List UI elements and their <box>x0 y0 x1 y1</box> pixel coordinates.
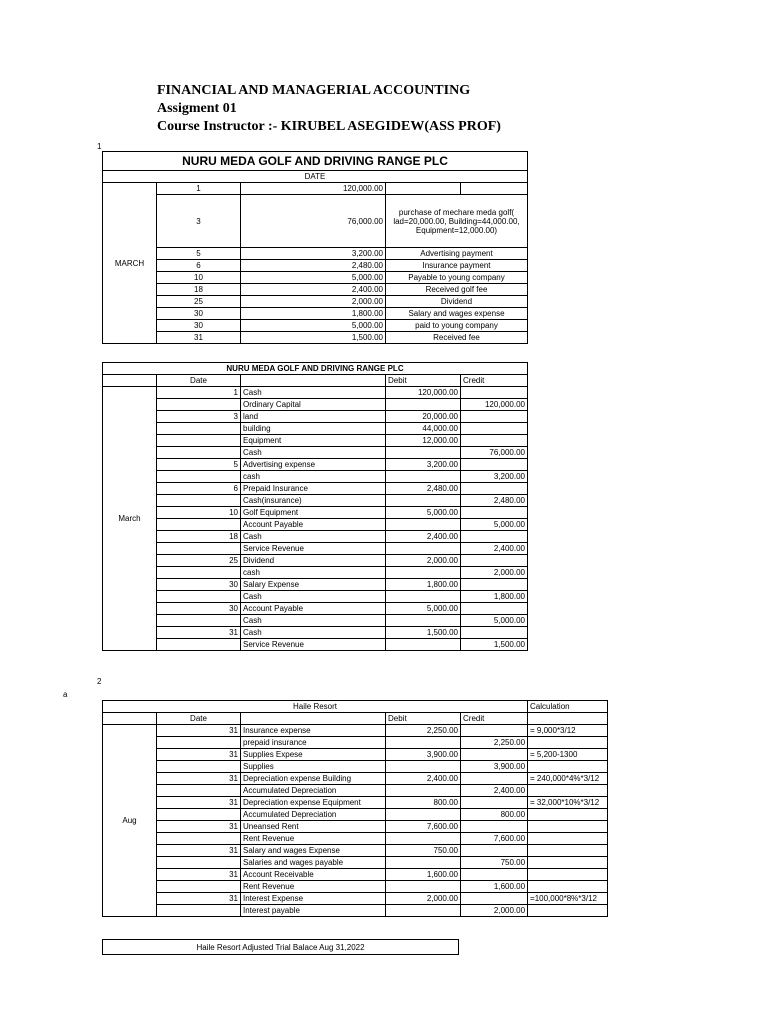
calculation-cell <box>528 761 608 773</box>
day-cell <box>157 435 241 447</box>
debit-cell <box>386 833 461 845</box>
amount-cell: 2,400.00 <box>241 284 386 296</box>
day-cell: 1 <box>157 183 241 195</box>
account-cell: Depreciation expense Equipment <box>241 797 386 809</box>
table-row <box>103 260 528 272</box>
account-cell: cash <box>241 567 386 579</box>
table-row <box>103 773 608 785</box>
adjusting-table-title: Haile Resort <box>103 701 528 713</box>
day-cell <box>157 447 241 459</box>
day-cell <box>157 423 241 435</box>
amount-cell: 120,000.00 <box>241 183 386 195</box>
account-cell: Cash <box>241 591 386 603</box>
debit-cell: 800.00 <box>386 797 461 809</box>
credit-cell <box>461 555 528 567</box>
table-row <box>103 725 608 737</box>
credit-cell: 5,000.00 <box>461 615 528 627</box>
account-cell: Interest payable <box>241 905 386 917</box>
debit-cell: 1,500.00 <box>386 627 461 639</box>
table-row <box>103 737 608 749</box>
debit-cell <box>386 809 461 821</box>
debit-cell: 2,480.00 <box>386 483 461 495</box>
table-row <box>103 531 528 543</box>
account-cell: Cash(insurance) <box>241 495 386 507</box>
debit-cell <box>386 591 461 603</box>
debit-cell <box>386 785 461 797</box>
table-row <box>103 483 528 495</box>
table-row <box>103 423 528 435</box>
debit-cell <box>386 471 461 483</box>
day-cell: 31 <box>157 869 241 881</box>
debit-cell: 3,900.00 <box>386 749 461 761</box>
journal-date-header: Date <box>157 375 241 387</box>
day-cell: 31 <box>157 332 241 344</box>
table-row <box>103 248 528 260</box>
amount-cell: 5,000.00 <box>241 320 386 332</box>
day-cell <box>157 471 241 483</box>
day-cell <box>157 833 241 845</box>
credit-cell <box>461 845 528 857</box>
day-cell: 3 <box>157 195 241 248</box>
day-cell <box>157 737 241 749</box>
month-label: March <box>103 387 157 651</box>
account-cell: Supplies Expese <box>241 749 386 761</box>
account-cell: land <box>241 411 386 423</box>
credit-cell: 1,500.00 <box>461 639 528 651</box>
account-cell: Rent Revenue <box>241 881 386 893</box>
table-row <box>103 749 608 761</box>
account-cell: Rent Revenue <box>241 833 386 845</box>
table-row <box>103 797 608 809</box>
account-cell: Accumulated Depreciation <box>241 809 386 821</box>
trial-balance-table <box>102 939 459 955</box>
credit-cell <box>461 579 528 591</box>
table-row <box>103 639 528 651</box>
journal-debit-header: Debit <box>386 375 461 387</box>
credit-cell: 2,400.00 <box>461 785 528 797</box>
credit-cell: 750.00 <box>461 857 528 869</box>
day-cell <box>157 881 241 893</box>
table-row <box>103 308 528 320</box>
debit-cell: 2,000.00 <box>386 893 461 905</box>
credit-cell <box>461 387 528 399</box>
credit-cell: 2,250.00 <box>461 737 528 749</box>
day-cell: 30 <box>157 308 241 320</box>
calculation-cell <box>528 809 608 821</box>
credit-cell: 2,400.00 <box>461 543 528 555</box>
table-row <box>103 272 528 284</box>
table-row <box>103 869 608 881</box>
debit-cell: 1,800.00 <box>386 579 461 591</box>
description-cell: Received fee <box>386 332 528 344</box>
amount-cell: 5,000.00 <box>241 272 386 284</box>
journal-credit-header: Credit <box>461 375 528 387</box>
calculation-cell: = 9,000*3/12 <box>528 725 608 737</box>
amount-cell: 76,000.00 <box>241 195 386 248</box>
debit-cell: 2,400.00 <box>386 773 461 785</box>
transactions-table-title: NURU MEDA GOLF AND DRIVING RANGE PLC <box>103 152 528 171</box>
table-row <box>103 761 608 773</box>
instructor-label: Course Instructor :- KIRUBEL ASEGIDEW(ASS PROF) <box>157 119 501 134</box>
table-row <box>103 399 528 411</box>
day-cell: 30 <box>157 320 241 332</box>
calculation-cell <box>528 857 608 869</box>
table-row <box>103 195 528 248</box>
credit-cell: 3,200.00 <box>461 471 528 483</box>
credit-cell: 5,000.00 <box>461 519 528 531</box>
account-cell: Dividend <box>241 555 386 567</box>
debit-cell <box>386 567 461 579</box>
day-cell: 18 <box>157 284 241 296</box>
day-cell <box>157 543 241 555</box>
account-cell: Interest Expense <box>241 893 386 905</box>
amount-cell: 2,480.00 <box>241 260 386 272</box>
day-cell <box>157 905 241 917</box>
account-cell: Prepaid Insurance <box>241 483 386 495</box>
table-row <box>103 809 608 821</box>
credit-cell: 2,480.00 <box>461 495 528 507</box>
assignment-label: Assigment 01 <box>157 101 237 116</box>
debit-cell: 12,000.00 <box>386 435 461 447</box>
day-cell <box>157 495 241 507</box>
day-cell <box>157 399 241 411</box>
trial-balance-title: Haile Resort Adjusted Trial Balace Aug 31,2022 <box>103 940 459 955</box>
account-cell: Salaries and wages payable <box>241 857 386 869</box>
day-cell: 5 <box>157 459 241 471</box>
credit-cell <box>461 411 528 423</box>
day-cell: 31 <box>157 845 241 857</box>
description-cell: Payable to young company <box>386 272 528 284</box>
table-row <box>103 332 528 344</box>
account-cell: prepaid insurance <box>241 737 386 749</box>
calculation-cell <box>528 869 608 881</box>
table-row <box>103 543 528 555</box>
table-row <box>103 627 528 639</box>
day-cell: 10 <box>157 272 241 284</box>
day-cell <box>157 785 241 797</box>
credit-cell <box>461 797 528 809</box>
debit-cell: 7,600.00 <box>386 821 461 833</box>
day-cell: 18 <box>157 531 241 543</box>
day-cell: 31 <box>157 627 241 639</box>
credit-cell <box>461 435 528 447</box>
day-cell <box>157 857 241 869</box>
account-cell: Equipment <box>241 435 386 447</box>
table-row <box>103 411 528 423</box>
account-cell: Account Payable <box>241 519 386 531</box>
account-cell: Uneansed Rent <box>241 821 386 833</box>
credit-cell: 120,000.00 <box>461 399 528 411</box>
debit-cell: 2,400.00 <box>386 531 461 543</box>
table-row <box>103 555 528 567</box>
day-cell <box>157 809 241 821</box>
account-cell: Account Payable <box>241 603 386 615</box>
table-row <box>103 495 528 507</box>
transactions-date-header: DATE <box>103 171 528 183</box>
account-cell: Insurance expense <box>241 725 386 737</box>
day-cell: 31 <box>157 821 241 833</box>
day-cell: 6 <box>157 483 241 495</box>
credit-cell <box>461 773 528 785</box>
account-cell: Cash <box>241 531 386 543</box>
day-cell: 30 <box>157 603 241 615</box>
journal-table <box>102 362 528 651</box>
debit-cell: 44,000.00 <box>386 423 461 435</box>
table-row <box>103 320 528 332</box>
account-cell: Cash <box>241 387 386 399</box>
description-cell: Insurance payment <box>386 260 528 272</box>
credit-cell <box>461 483 528 495</box>
description-cell <box>386 183 461 195</box>
table-row <box>103 435 528 447</box>
calculation-cell <box>528 737 608 749</box>
day-cell <box>157 567 241 579</box>
calculation-header: Calculation <box>528 701 608 713</box>
day-cell: 31 <box>157 749 241 761</box>
table-row <box>103 507 528 519</box>
debit-cell: 20,000.00 <box>386 411 461 423</box>
day-cell: 5 <box>157 248 241 260</box>
table-row <box>103 296 528 308</box>
table-row <box>103 567 528 579</box>
course-title: FINANCIAL AND MANAGERIAL ACCOUNTING <box>157 83 471 98</box>
day-cell: 3 <box>157 411 241 423</box>
account-cell: Accumulated Depreciation <box>241 785 386 797</box>
table-row <box>103 447 528 459</box>
credit-cell: 800.00 <box>461 809 528 821</box>
debit-cell: 750.00 <box>386 845 461 857</box>
day-cell <box>157 639 241 651</box>
table-row <box>103 284 528 296</box>
day-cell: 31 <box>157 893 241 905</box>
debit-cell: 5,000.00 <box>386 507 461 519</box>
table-row <box>103 785 608 797</box>
adjusting-date-header: Date <box>157 713 241 725</box>
credit-cell: 1,800.00 <box>461 591 528 603</box>
question-2-marker: 2 <box>97 677 102 686</box>
calculation-cell <box>528 785 608 797</box>
credit-cell: 2,000.00 <box>461 905 528 917</box>
question-a-marker: a <box>63 690 68 699</box>
table-row <box>103 459 528 471</box>
month-label: MARCH <box>103 183 157 344</box>
credit-cell <box>461 507 528 519</box>
debit-cell <box>386 615 461 627</box>
debit-cell <box>386 543 461 555</box>
credit-cell <box>461 627 528 639</box>
credit-cell <box>461 725 528 737</box>
month-label: Aug <box>103 725 157 917</box>
debit-cell <box>386 761 461 773</box>
account-cell: Ordinary Capital <box>241 399 386 411</box>
calculation-cell: =100,000*8%*3/12 <box>528 893 608 905</box>
credit-cell: 1,600.00 <box>461 881 528 893</box>
day-cell: 6 <box>157 260 241 272</box>
table-row <box>103 857 608 869</box>
credit-cell: 7,600.00 <box>461 833 528 845</box>
credit-cell <box>461 603 528 615</box>
description-cell: Dividend <box>386 296 528 308</box>
account-cell: Supplies <box>241 761 386 773</box>
amount-cell: 1,800.00 <box>241 308 386 320</box>
amount-cell: 3,200.00 <box>241 248 386 260</box>
table-row <box>103 579 528 591</box>
description-cell: Advertising payment <box>386 248 528 260</box>
calculation-cell <box>528 881 608 893</box>
debit-cell: 120,000.00 <box>386 387 461 399</box>
calculation-cell: = 5,200-1300 <box>528 749 608 761</box>
description-cell: purchase of mechare meda golf( lad=20,000.00, Building=44,000.00, Equipment=12,000.00) <box>386 195 528 248</box>
table-row <box>103 615 528 627</box>
debit-cell <box>386 905 461 917</box>
calculation-cell <box>528 833 608 845</box>
credit-cell: 3,900.00 <box>461 761 528 773</box>
debit-cell <box>386 857 461 869</box>
description-cell: Received golf fee <box>386 284 528 296</box>
debit-cell: 2,250.00 <box>386 725 461 737</box>
account-cell: Service Revenue <box>241 639 386 651</box>
transactions-table <box>102 151 528 344</box>
debit-cell: 5,000.00 <box>386 603 461 615</box>
table-row <box>103 471 528 483</box>
adjusting-debit-header: Debit <box>386 713 461 725</box>
day-cell <box>157 761 241 773</box>
account-cell: Advertising expense <box>241 459 386 471</box>
calculation-cell: = 32,000*10%*3/12 <box>528 797 608 809</box>
credit-cell <box>461 821 528 833</box>
table-row <box>103 519 528 531</box>
debit-cell <box>386 639 461 651</box>
calculation-cell <box>528 821 608 833</box>
debit-cell <box>386 495 461 507</box>
description-cell: Salary and wages expense <box>386 308 528 320</box>
credit-cell <box>461 531 528 543</box>
account-cell: Golf Equipment <box>241 507 386 519</box>
debit-cell: 3,200.00 <box>386 459 461 471</box>
account-cell: Salary Expense <box>241 579 386 591</box>
amount-cell: 2,000.00 <box>241 296 386 308</box>
amount-cell: 1,500.00 <box>241 332 386 344</box>
day-cell: 25 <box>157 296 241 308</box>
adjusting-credit-header: Credit <box>461 713 528 725</box>
day-cell: 25 <box>157 555 241 567</box>
table-row <box>103 603 528 615</box>
adjusting-entries-table <box>102 700 608 917</box>
calculation-cell: = 240,000*4%*3/12 <box>528 773 608 785</box>
account-cell: Account Receivable <box>241 869 386 881</box>
debit-cell: 1,600.00 <box>386 869 461 881</box>
credit-cell: 76,000.00 <box>461 447 528 459</box>
table-row <box>103 591 528 603</box>
account-cell: Depreciation expense Building <box>241 773 386 785</box>
day-cell <box>157 591 241 603</box>
table-row <box>103 387 528 399</box>
credit-cell <box>461 869 528 881</box>
credit-cell <box>461 893 528 905</box>
journal-table-title: NURU MEDA GOLF AND DRIVING RANGE PLC <box>103 363 528 375</box>
credit-cell <box>461 749 528 761</box>
day-cell <box>157 615 241 627</box>
day-cell: 31 <box>157 725 241 737</box>
question-1-marker: 1 <box>97 142 102 151</box>
day-cell: 10 <box>157 507 241 519</box>
calculation-cell <box>528 905 608 917</box>
account-cell: Salary and wages Expense <box>241 845 386 857</box>
day-cell: 30 <box>157 579 241 591</box>
debit-cell <box>386 519 461 531</box>
table-row <box>103 905 608 917</box>
account-cell: Cash <box>241 447 386 459</box>
day-cell: 31 <box>157 773 241 785</box>
table-row <box>103 183 528 195</box>
table-row <box>103 881 608 893</box>
day-cell: 31 <box>157 797 241 809</box>
account-cell: Service Revenue <box>241 543 386 555</box>
credit-cell <box>461 459 528 471</box>
table-row <box>103 821 608 833</box>
calculation-cell <box>528 845 608 857</box>
day-cell: 1 <box>157 387 241 399</box>
account-cell: Cash <box>241 615 386 627</box>
day-cell <box>157 519 241 531</box>
table-row <box>103 893 608 905</box>
credit-cell: 2,000.00 <box>461 567 528 579</box>
debit-cell: 2,000.00 <box>386 555 461 567</box>
debit-cell <box>386 737 461 749</box>
credit-cell <box>461 423 528 435</box>
account-cell: building <box>241 423 386 435</box>
debit-cell <box>386 447 461 459</box>
debit-cell <box>386 881 461 893</box>
table-row <box>103 845 608 857</box>
account-cell: cash <box>241 471 386 483</box>
account-cell: Cash <box>241 627 386 639</box>
debit-cell <box>386 399 461 411</box>
description-cell: paid to young company <box>386 320 528 332</box>
table-row <box>103 833 608 845</box>
